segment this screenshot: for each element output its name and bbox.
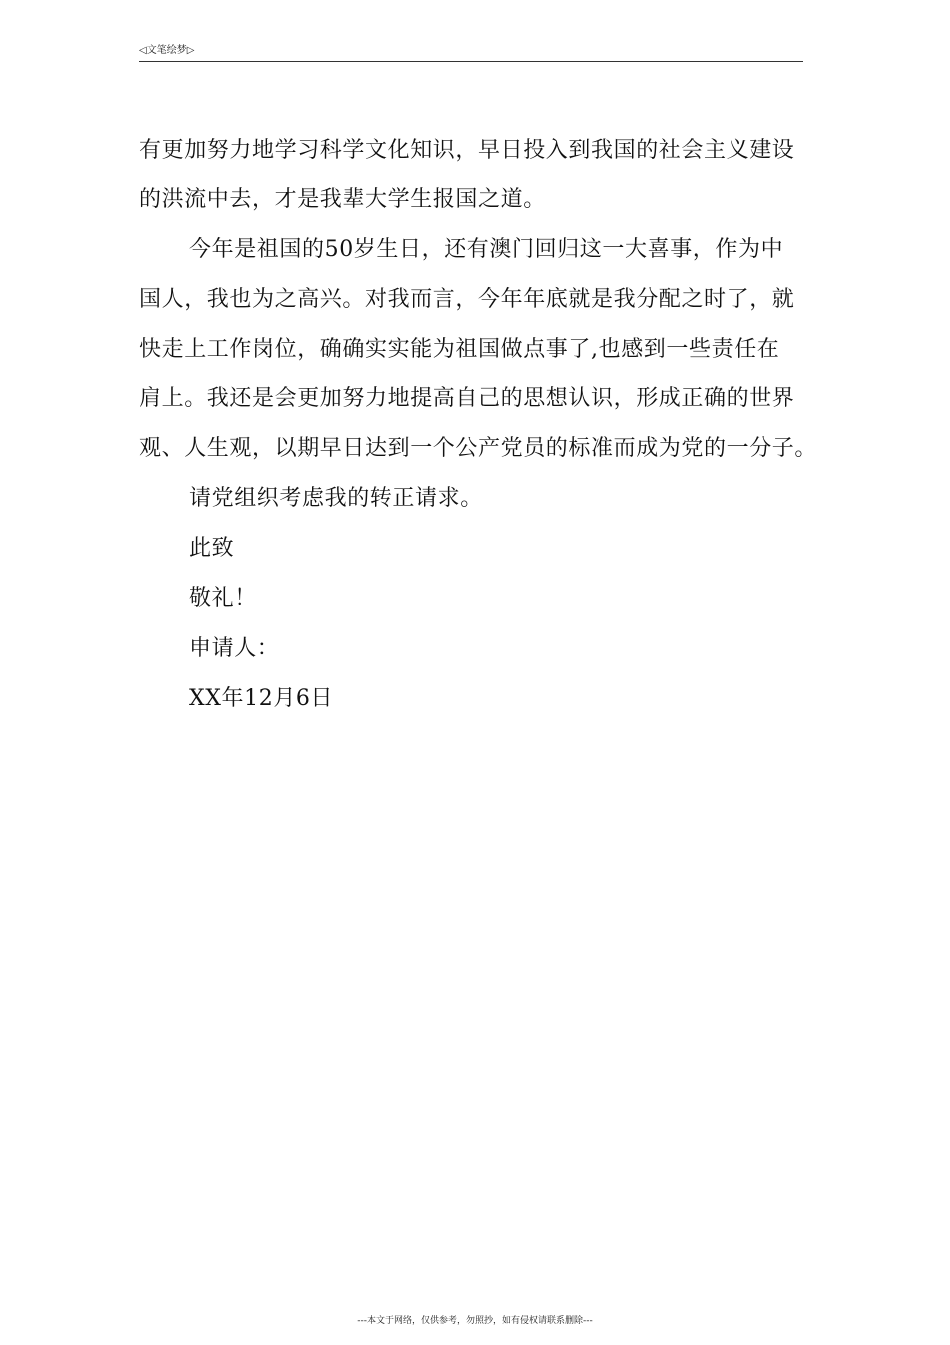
body-line: 有更加努力地学习科学文化知识，早日投入到我国的社会主义建设 bbox=[139, 138, 795, 163]
salutation-line: 此致 bbox=[189, 536, 235, 561]
body-line: 观、人生观，以期早日达到一个公产党员的标准而成为党的一分子。 bbox=[139, 436, 818, 461]
applicant-label: 申请人： bbox=[189, 636, 280, 661]
salutation-line: 敬礼！ bbox=[189, 586, 257, 611]
page-header-text: ◁文笔绘梦▷ bbox=[139, 45, 195, 56]
body-line: 今年是祖国的50岁生日，还有澳门回归这一大喜事，作为中 bbox=[189, 237, 784, 262]
closing-request: 请党组织考虑我的转正请求。 bbox=[189, 486, 483, 511]
body-line: 肩上。我还是会更加努力地提高自己的思想认识，形成正确的世界 bbox=[139, 386, 795, 411]
header-divider bbox=[139, 61, 803, 62]
body-line: 的洪流中去，才是我辈大学生报国之道。 bbox=[139, 187, 546, 212]
page-footer-text: ---本文于网络，仅供参考，勿照抄，如有侵权请联系删除--- bbox=[357, 1316, 593, 1326]
body-line: 快走上工作岗位，确确实实能为祖国做点事了,也感到一些责任在 bbox=[139, 337, 780, 362]
body-line: 国人，我也为之高兴。对我而言，今年年底就是我分配之时了，就 bbox=[139, 287, 795, 312]
date-line: XX年12月6日 bbox=[189, 686, 334, 711]
